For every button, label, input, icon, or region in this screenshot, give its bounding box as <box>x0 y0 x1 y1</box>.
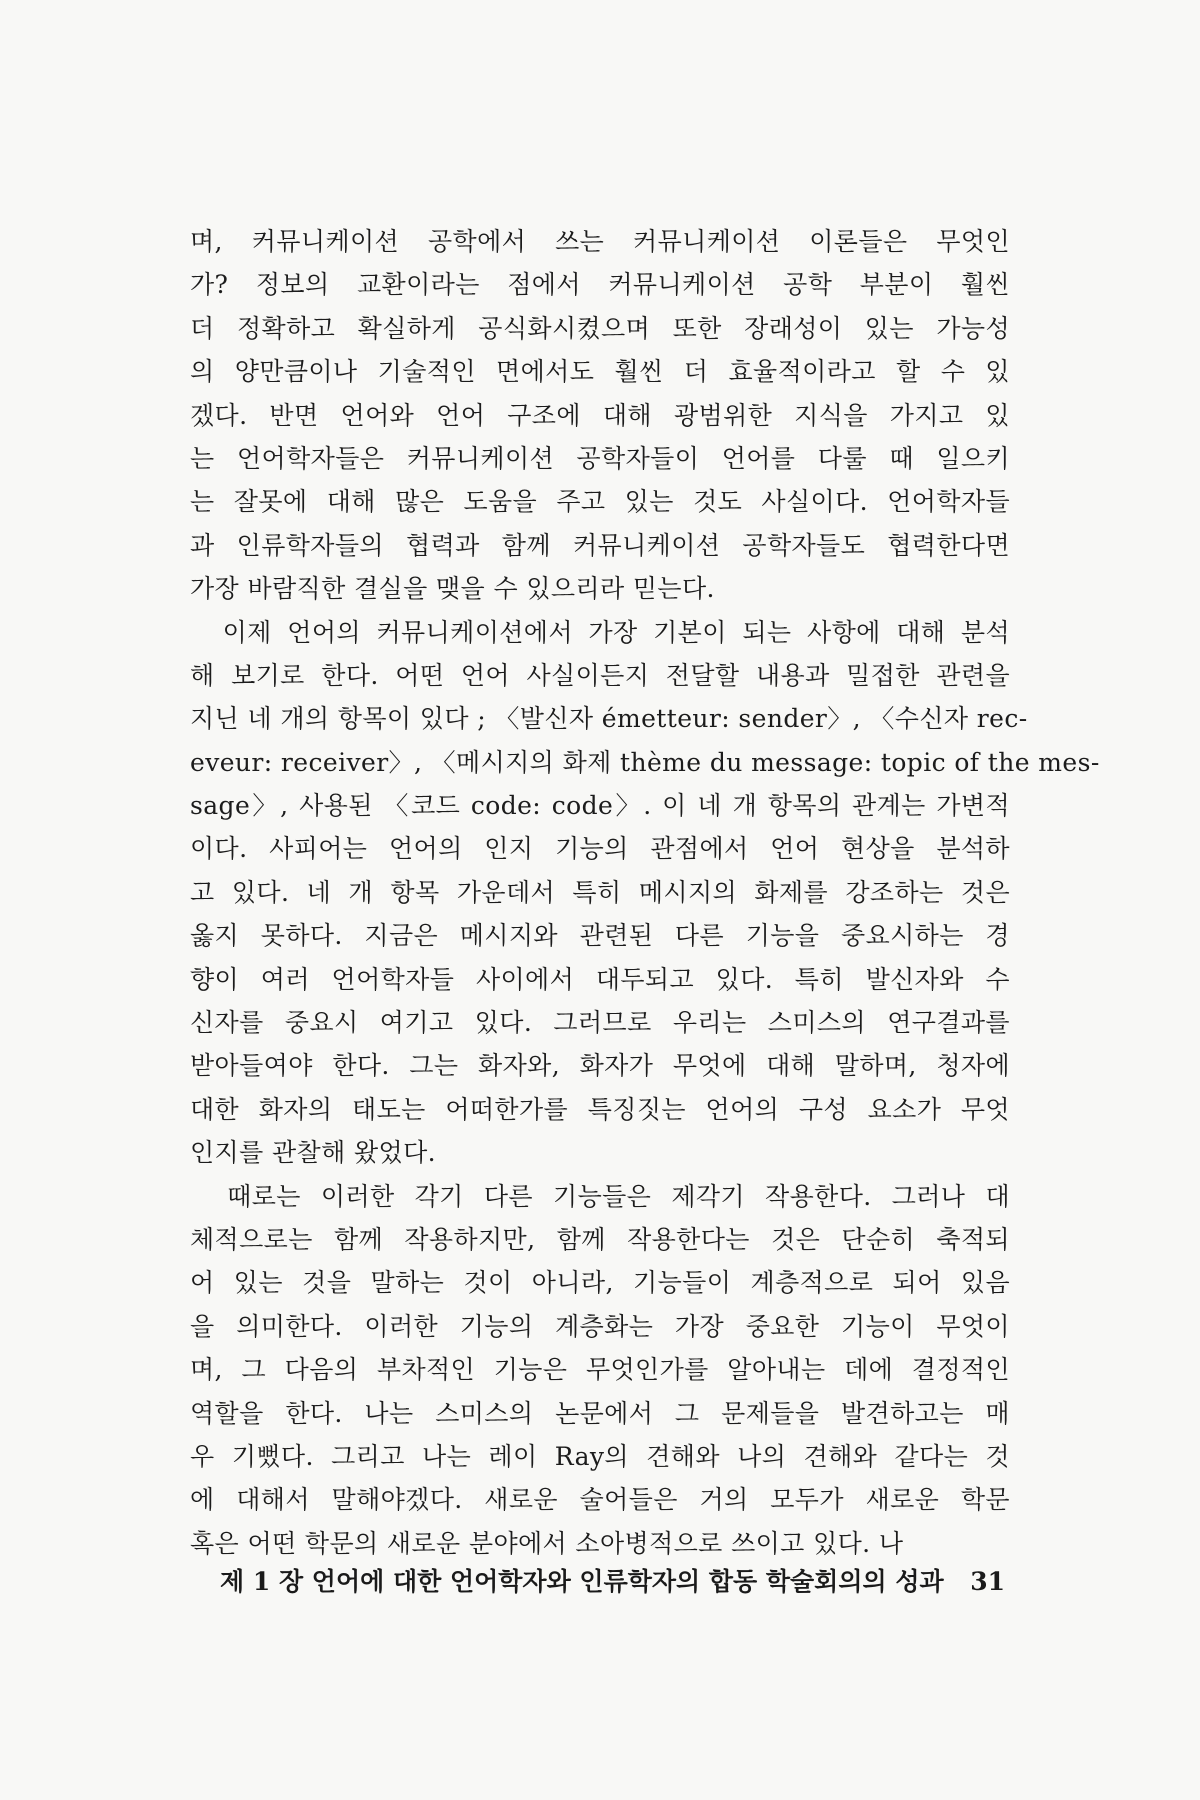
text-line: 체적으로는 함께 작용하지만, 함께 작용한다는 것은 단순히 축적되 <box>190 1224 1010 1254</box>
text-line: 과 인류학자들의 협력과 함께 커뮤니케이션 공학자들도 협력한다면 <box>190 530 1010 560</box>
text-line: 며, 커뮤니케이션 공학에서 쓰는 커뮤니케이션 이론들은 무엇인 <box>190 227 1010 256</box>
text-line: 겠다. 반면 언어와 언어 구조에 대해 광범위한 지식을 가지고 있 <box>190 400 1010 430</box>
text-line: sage〉, 사용된 〈코드 code: code〉. 이 네 개 항목의 관계는 가변적 <box>190 791 1010 821</box>
text-line: 신자를 중요시 여기고 있다. 그러므로 우리는 스미스의 연구결과를 <box>190 1008 1010 1038</box>
body-text <box>190 220 1100 1565</box>
text-line: 우 기뻤다. 그리고 나는 레이 Ray의 견해와 나의 견해와 같다는 것 <box>190 1441 1010 1471</box>
text-line: 을 의미한다. 이러한 기능의 계층화는 가장 중요한 기능이 무엇이 <box>190 1311 1010 1341</box>
text-line: 이제 언어의 커뮤니케이션에서 가장 기본이 되는 사항에 대해 분석 <box>190 617 1010 647</box>
text-line: 옳지 못하다. 지금은 메시지와 관련된 다른 기능을 중요시하는 경 <box>190 921 1010 951</box>
text-line: eveur: receiver〉, 〈메시지의 화제 thème du message: topic of the mes- <box>190 747 1100 777</box>
text-line: 더 정확하고 확실하게 공식화시켰으며 또한 장래성이 있는 가능성 <box>190 313 1010 343</box>
text-line: 지닌 네 개의 항목이 있다 ; 〈발신자 émetteur: sender〉, 〈수신자 rec- <box>190 704 1028 734</box>
text-line: 때로는 이러한 각기 다른 기능들은 제각기 작용한다. 그러나 대 <box>190 1181 1010 1211</box>
text-line: 에 대해서 말해야겠다. 새로운 술어들은 거의 모두가 새로운 학문 <box>190 1485 1010 1515</box>
text-line: 는 잘못에 대해 많은 도움을 주고 있는 것도 사실이다. 언어학자들 <box>190 487 1010 517</box>
running-title: 제 1 장 언어에 대한 언어학자와 인류학자의 합동 학술회의의 성과 <box>220 1567 944 1596</box>
text-line: 의 양만큼이나 기술적인 면에서도 훨씬 더 효율적이라고 할 수 있 <box>190 357 1010 387</box>
page-footer <box>220 1562 1005 1598</box>
text-line: 가장 바람직한 결실을 맺을 수 있으리라 믿는다. <box>190 574 715 604</box>
text-line: 며, 그 다음의 부차적인 기능은 무엇인가를 알아내는 데에 결정적인 <box>190 1355 1010 1385</box>
text-line: 대한 화자의 태도는 어떠한가를 특징짓는 언어의 구성 요소가 무엇 <box>190 1094 1010 1124</box>
text-line: 해 보기로 한다. 어떤 언어 사실이든지 전달할 내용과 밀접한 관련을 <box>190 660 1010 690</box>
text-line: 역할을 한다. 나는 스미스의 논문에서 그 문제들을 발견하고는 매 <box>190 1398 1010 1428</box>
text-line: 어 있는 것을 말하는 것이 아니라, 기능들이 계층적으로 되어 있음 <box>190 1268 1010 1298</box>
text-line: 가? 정보의 교환이라는 점에서 커뮤니케이션 공학 부분이 훨씬 <box>190 270 1010 300</box>
text-line: 받아들여야 한다. 그는 화자와, 화자가 무엇에 대해 말하며, 청자에 <box>190 1051 1010 1081</box>
text-line: 향이 여러 언어학자들 사이에서 대두되고 있다. 특히 발신자와 수 <box>190 964 1010 994</box>
text-line: 고 있다. 네 개 항목 가운데서 특히 메시지의 화제를 강조하는 것은 <box>190 877 1010 907</box>
page-number: 31 <box>970 1567 1005 1596</box>
text-line: 는 언어학자들은 커뮤니케이션 공학자들이 언어를 다룰 때 일으키 <box>190 443 1010 473</box>
text-line: 인지를 관찰해 왔었다. <box>190 1138 436 1168</box>
text-line: 이다. 사피어는 언어의 인지 기능의 관점에서 언어 현상을 분석하 <box>190 834 1010 864</box>
text-line: 혹은 어떤 학문의 새로운 분야에서 소아병적으로 쓰이고 있다. 나 <box>190 1528 904 1558</box>
